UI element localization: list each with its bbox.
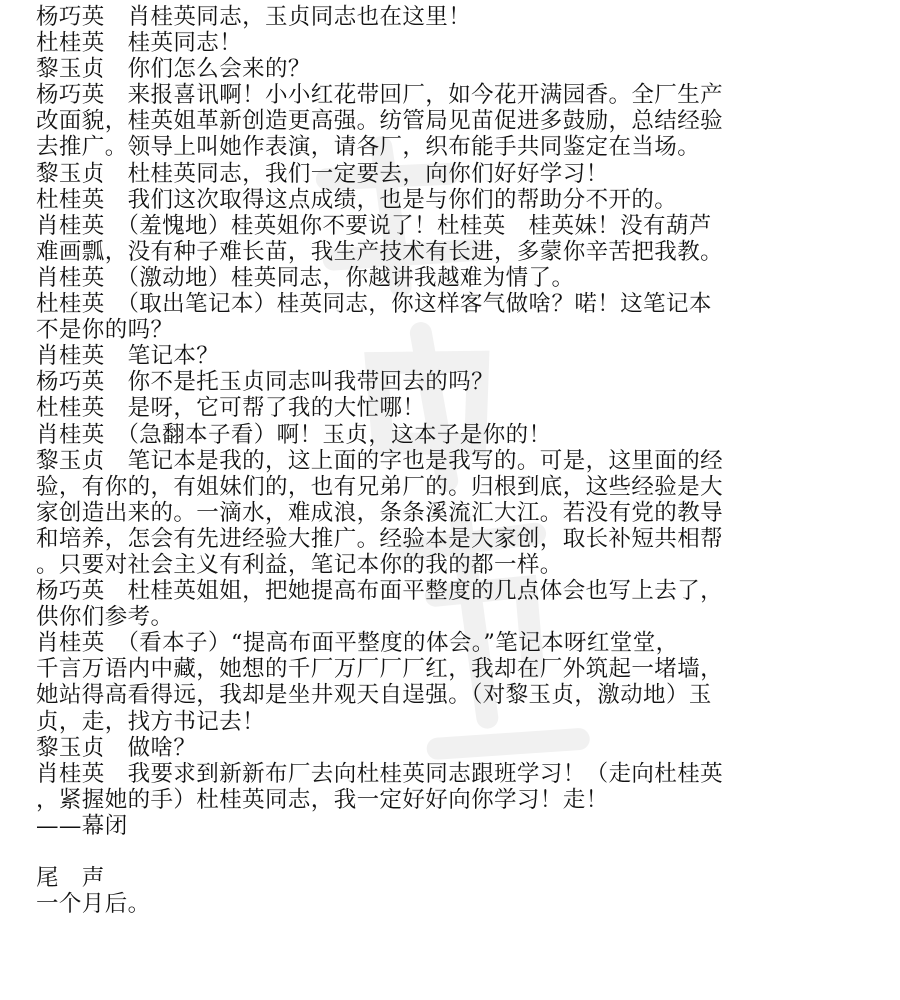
text-line: 贞，走，找方书记去！: [36, 708, 266, 735]
blank-line: [36, 839, 880, 865]
text-line: 黎玉贞 笔记本是我的，这上面的字也是我写的。可是，这里面的经: [36, 447, 724, 474]
text-line: 黎玉贞 做啥？: [36, 734, 197, 761]
text-line: 和培养，怎会有先进经验大推广。经验本是大家创，取长补短共相帮: [36, 525, 724, 552]
text-line: 杜桂英 （取出笔记本）桂英同志，你这样客气做啥？喏！这笔记本: [36, 291, 712, 318]
text-line: 杜桂英 桂英同志！: [36, 30, 243, 57]
text-line: 杜桂英 是呀，它可帮了我的大忙哪！: [36, 395, 426, 422]
curtain-close-line: ——幕闭: [36, 812, 128, 839]
text-line: 杜桂英 我们这次取得这点成绩，也是与你们的帮助分不开的。: [36, 186, 678, 213]
text-line: 家创造出来的。一滴水，难成浪，条条溪流汇大江。若没有党的教导: [36, 499, 724, 526]
text-line: 黎玉贞 你们怎么会来的？: [36, 56, 311, 83]
text-line: 肖桂英 笔记本？: [36, 343, 220, 370]
text-line: 杨巧英 你不是托玉贞同志叫我带回去的吗？: [36, 369, 495, 396]
text-line: 杨巧英 来报喜讯啊！小小红花带回厂，如今花开满园香。全厂生产: [36, 82, 724, 109]
text-line: 改面貌，桂英姐革新创造更高强。纺管局见苗促进多鼓励，总结经验: [36, 108, 724, 135]
text-line: 杨巧英 肖桂英同志，玉贞同志也在这里！: [36, 4, 472, 30]
text-line: 难画瓢，没有种子难长苗，我生产技术有长进，多蒙你辛苦把我教。: [36, 238, 724, 265]
text-line: 黎玉贞 杜桂英同志，我们一定要去，向你们好好学习！: [36, 160, 609, 187]
text-line: 。只要对社会主义有利益，笔记本你的我的都一样。: [36, 551, 563, 578]
text-line: 供你们参考。: [36, 604, 174, 631]
text-line: 不是你的吗？: [36, 317, 174, 344]
text-line: 一个月后。: [36, 891, 151, 918]
text-line: 千言万语内中藏，她想的千厂万厂厂厂红，我却在厂外筑起一堵墙，: [36, 656, 724, 683]
text-line: 肖桂英 （急翻本子看）啊！玉贞，这本子是你的！: [36, 421, 552, 448]
text-line: 肖桂英 （激动地）桂英同志，你越讲我越难为情了。: [36, 264, 575, 291]
text-line: 验，有你的，有姐妹们的，也有兄弟厂的。归根到底，这些经验是大: [36, 473, 724, 500]
text-line: 肖桂英 （羞愧地）桂英姐你不要说了！杜桂英 桂英妹！没有葫芦: [36, 212, 712, 239]
script-text-body: [36, 4, 880, 917]
text-line: ，紧握她的手）杜桂英同志，我一定好好向你学习！走！: [36, 786, 609, 813]
text-line: 她站得高看得远，我却是坐井观天自逞强。（对黎玉贞，激动地）玉: [36, 682, 712, 709]
text-line: 肖桂英 我要求到新新布厂去向杜桂英同志跟班学习！（走向杜桂英: [36, 760, 724, 787]
text-line: 杨巧英 杜桂英姐姐，把她提高布面平整度的几点体会也写上去了，: [36, 578, 724, 605]
text-line: 肖桂英 （看本子）“提高布面平整度的体会。”笔记本呀红堂堂，: [36, 630, 679, 657]
section-heading-epilogue: 尾 声: [36, 865, 105, 892]
text-line: 去推广。领导上叫她作表演，请各厂，织布能手共同鉴定在当场。: [36, 134, 701, 161]
